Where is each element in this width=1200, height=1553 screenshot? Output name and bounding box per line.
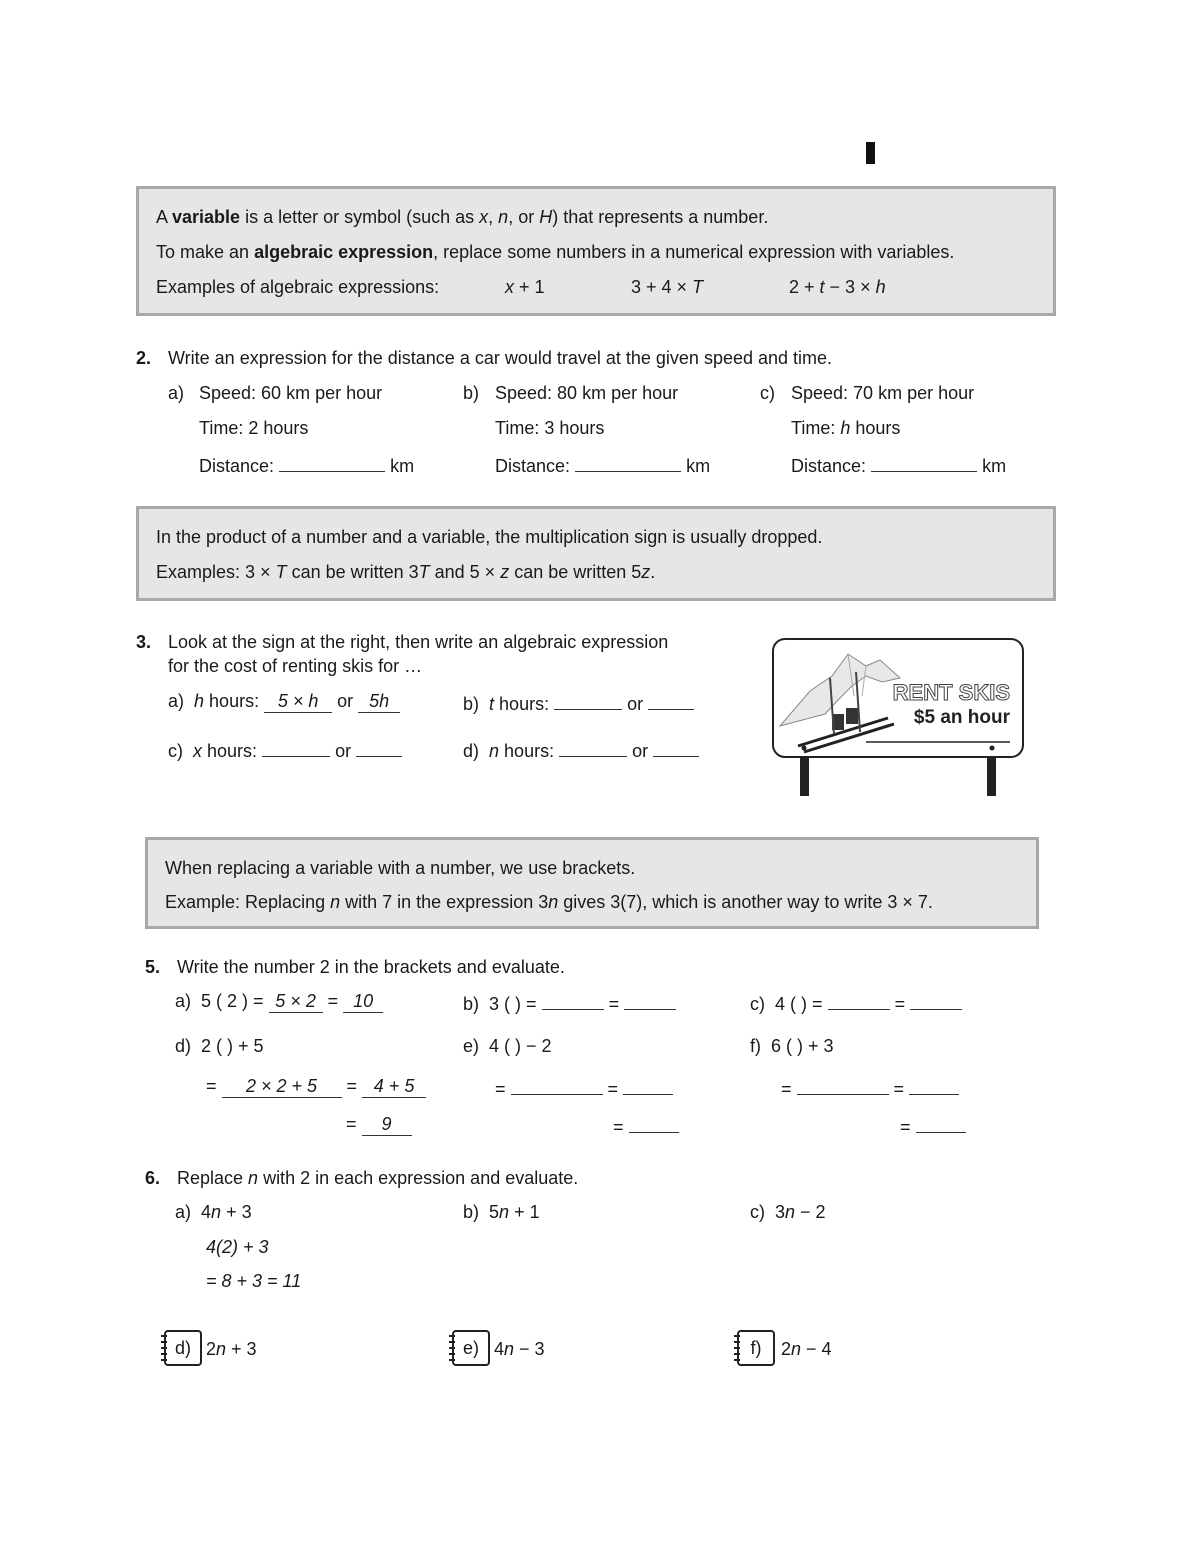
sign-title: RENT SKIS — [892, 680, 1010, 705]
part-label: a) — [168, 383, 185, 403]
info-box-multiplication — [136, 506, 1056, 601]
step-1-blank[interactable] — [542, 991, 604, 1010]
question-3-prompt-continued: for the cost of renting skis for … — [168, 656, 423, 676]
definition-box-variable — [136, 186, 1056, 316]
time-text: Time: 2 hours — [199, 418, 309, 438]
question-5-prompt: 5. Write the number 2 in the brackets and evaluate. — [145, 957, 565, 977]
answer-1-blank[interactable] — [554, 691, 622, 710]
question-6-prompt: 6. Replace n with 2 in each expression and evaluate. — [145, 1168, 579, 1188]
step-1-blank[interactable] — [797, 1076, 889, 1095]
info-box-brackets — [145, 837, 1039, 929]
result[interactable]: 9 — [362, 1114, 412, 1136]
notebook-icon: f) — [737, 1330, 775, 1366]
distance-row: Distance: km — [791, 453, 1006, 477]
question-6a: a) 4n + 3 — [175, 1202, 252, 1222]
result-blank[interactable] — [629, 1114, 679, 1133]
question-3a: a) h hours: 5 × h or 5h — [168, 691, 400, 713]
part-label: c) — [760, 383, 775, 403]
time-text: Time: 3 hours — [495, 418, 605, 438]
step-2[interactable]: 4 + 5 — [362, 1076, 426, 1098]
distance-row: Distance: km — [495, 453, 710, 477]
distance-answer-blank[interactable] — [575, 453, 681, 472]
example-expression-2: 3 + 4 × T — [631, 277, 704, 297]
worked-step-1: 4(2) + 3 — [206, 1237, 269, 1257]
question-2-prompt: 2. Write an expression for the distance a car would travel at the given speed and time. — [136, 348, 833, 368]
question-6c: c) 3n − 2 — [750, 1202, 826, 1222]
sign-price: $5 an hour — [913, 707, 1010, 728]
step-1[interactable]: 2 × 2 + 5 — [222, 1076, 342, 1098]
question-3c: c) x hours: or — [168, 738, 402, 762]
question-3-prompt: 3. Look at the sign at the right, then write an algebraic expression — [136, 632, 669, 652]
answer-1-blank[interactable] — [559, 738, 627, 757]
answer-1[interactable]: 5 × h — [264, 691, 332, 713]
answer-2-blank[interactable] — [653, 738, 699, 757]
distance-answer-blank[interactable] — [279, 453, 385, 472]
speed-text: Speed: 60 km per hour — [199, 383, 383, 403]
info-line-1: In the product of a number and a variable, the multiplication sign is usually dropped. — [156, 527, 823, 547]
page-marker — [866, 142, 875, 164]
info-line-2: Examples: 3 × T can be written 3T and 5 × z can be written 5z. — [156, 562, 656, 582]
step-2-blank[interactable] — [623, 1076, 673, 1095]
step-1-blank[interactable] — [828, 991, 890, 1010]
part-label: b) — [463, 383, 480, 403]
answer-2-blank[interactable] — [648, 691, 694, 710]
result[interactable]: 10 — [343, 991, 383, 1013]
notebook-icon: d) — [164, 1330, 202, 1366]
question-3d: d) n hours: or — [463, 738, 699, 762]
step-2-blank[interactable] — [909, 1076, 959, 1095]
question-3b: b) t hours: or — [463, 691, 694, 715]
info-line-1: When replacing a variable with a number, we use brackets. — [165, 858, 636, 878]
definition-line-1: A variable is a letter or symbol (such as x, n, or H) that represents a number. — [156, 207, 769, 227]
speed-text: Speed: 80 km per hour — [495, 383, 679, 403]
sign-illustration — [770, 636, 1026, 798]
result-blank[interactable] — [910, 991, 962, 1010]
step-1-blank[interactable] — [511, 1076, 603, 1095]
speed-text: Speed: 70 km per hour — [791, 383, 975, 403]
rent-skis-sign — [770, 636, 1026, 798]
question-5a: a) 5 ( 2 ) = 5 × 2 = 10 — [175, 991, 383, 1013]
distance-answer-blank[interactable] — [871, 453, 977, 472]
time-text: Time: h hours — [791, 418, 901, 438]
question-6b: b) 5n + 1 — [463, 1202, 540, 1222]
step-1[interactable]: 5 × 2 — [269, 991, 323, 1013]
question-5c: c) 4 ( ) = = — [750, 991, 962, 1015]
answer-1-blank[interactable] — [262, 738, 330, 757]
example-expression-3: 2 + t − 3 × h — [789, 277, 886, 297]
result-blank[interactable] — [624, 991, 676, 1010]
example-expression-1: x + 1 — [505, 277, 545, 297]
notebook-icon: e) — [452, 1330, 490, 1366]
definition-line-2: To make an algebraic expression, replace some numbers in a numerical expression with variables. — [156, 242, 955, 262]
answer-2[interactable]: 5h — [358, 691, 400, 713]
worked-step-2: = 8 + 3 = 11 — [206, 1271, 302, 1291]
info-line-2: Example: Replacing n with 7 in the expression 3n gives 3(7), which is another way to write 3 × 7. — [165, 892, 933, 912]
answer-2-blank[interactable] — [356, 738, 402, 757]
result-blank[interactable] — [916, 1114, 966, 1133]
distance-row: Distance: km — [199, 453, 414, 477]
question-5b: b) 3 ( ) = = — [463, 991, 676, 1015]
examples-label: Examples of algebraic expressions: — [156, 277, 440, 297]
